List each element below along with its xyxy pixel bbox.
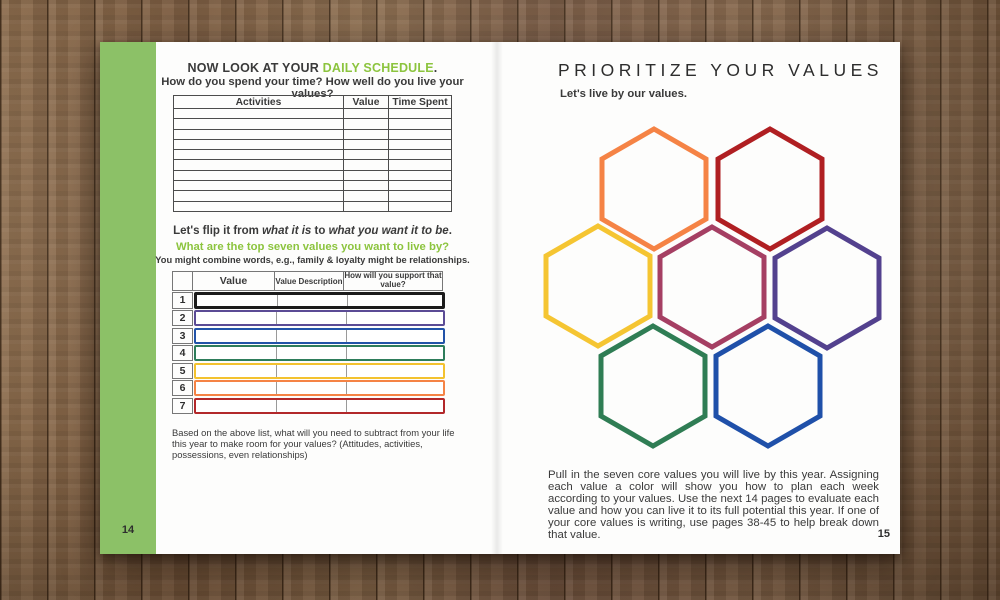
activities-empty-row — [174, 201, 452, 211]
activities-empty-row — [174, 109, 452, 119]
values-table-rows — [172, 292, 445, 414]
activities-empty-cell — [174, 150, 344, 160]
values-row-orange — [172, 380, 445, 396]
activities-empty-cell — [344, 170, 389, 180]
column-divider — [277, 295, 278, 305]
column-header-activities: Activities — [174, 96, 344, 109]
activities-empty-cell — [344, 150, 389, 160]
column-divider — [276, 312, 277, 324]
values-row-number: 3 — [172, 328, 193, 344]
book-spine-shadow — [491, 42, 503, 554]
title-highlight: DAILY SCHEDULE — [322, 61, 434, 75]
values-row-number: 2 — [172, 310, 193, 326]
left-page-green-sidebar — [100, 42, 156, 554]
flip-part3: . — [448, 225, 452, 237]
values-row-number: 1 — [172, 292, 193, 308]
values-row-red — [172, 398, 445, 414]
activities-empty-cell — [389, 201, 452, 211]
activities-table-body — [174, 109, 452, 212]
column-divider — [346, 365, 347, 377]
prioritize-values-title: PRIORITIZE YOUR VALUES — [558, 60, 883, 80]
values-row-blue — [172, 328, 445, 344]
hexagon-yellow — [543, 223, 653, 349]
values-row-number: 4 — [172, 345, 193, 361]
activities-empty-cell — [389, 119, 452, 129]
values-row-outline-green — [194, 345, 445, 361]
activities-empty-cell — [389, 129, 452, 139]
column-header-row-number — [172, 271, 193, 291]
activities-header-row — [174, 96, 452, 109]
column-divider — [346, 312, 347, 324]
column-divider — [276, 347, 277, 359]
values-row-purple — [172, 310, 445, 326]
column-divider — [276, 330, 277, 342]
values-row-yellow — [172, 363, 445, 379]
daily-schedule-subtitle: How do you spend your time? How well do you live your values? — [161, 76, 464, 100]
subtract-question: Based on the above list, what will you need to subtract from your life this year to make room for your values? (Attitudes, activities, possessions, even relationships) — [172, 427, 455, 460]
values-row-outline-yellow — [194, 363, 445, 379]
column-header-time-spent: Time Spent — [389, 96, 452, 109]
activities-empty-cell — [174, 109, 344, 119]
values-row-green — [172, 345, 445, 361]
activities-empty-cell — [389, 150, 452, 160]
hexagon-maroon — [657, 224, 767, 350]
values-row-number: 5 — [172, 363, 193, 379]
activities-empty-cell — [389, 181, 452, 191]
column-divider — [346, 330, 347, 342]
activities-empty-cell — [174, 170, 344, 180]
activities-empty-row — [174, 181, 452, 191]
activities-empty-row — [174, 139, 452, 149]
hexagon-green — [598, 323, 708, 449]
book-spread — [100, 42, 900, 554]
values-row-outline-black — [194, 292, 445, 308]
activities-empty-cell — [174, 201, 344, 211]
activities-empty-row — [174, 191, 452, 201]
column-header-value-description: Value Description — [274, 271, 344, 291]
live-by-values-subtitle: Let's live by our values. — [560, 88, 688, 100]
column-header-value: Value — [344, 96, 389, 109]
activities-empty-cell — [389, 139, 452, 149]
activities-empty-cell — [344, 139, 389, 149]
hexagon-orange — [599, 126, 709, 252]
values-row-outline-orange — [194, 380, 445, 396]
activities-empty-row — [174, 150, 452, 160]
activities-empty-cell — [389, 160, 452, 170]
activities-table — [173, 95, 452, 212]
activities-empty-cell — [389, 191, 452, 201]
title-suffix: . — [433, 61, 438, 75]
hexagon-outline-blue — [716, 326, 820, 446]
activities-empty-cell — [344, 109, 389, 119]
values-table — [172, 271, 445, 414]
activities-empty-cell — [174, 181, 344, 191]
values-row-outline-red — [194, 398, 445, 414]
hexagon-outline-maroon — [660, 227, 764, 347]
hexagon-outline-green — [601, 326, 705, 446]
activities-empty-cell — [344, 129, 389, 139]
activities-empty-cell — [174, 139, 344, 149]
core-values-paragraph: Pull in the seven core values you will live by this year. Assigning each value a color will show you how to plan each week according to your values. Use the next 14 pages to evaluate each value and how you can live it to its full potential this year. If one of your core values is writing, use pages 38-45 to help break down that value. — [548, 469, 879, 541]
column-header-value-name: Value — [192, 271, 275, 291]
activities-empty-cell — [389, 109, 452, 119]
column-divider — [276, 365, 277, 377]
column-divider — [346, 400, 347, 412]
values-row-number: 6 — [172, 380, 193, 396]
top-seven-values-question: What are the top seven values you want to live by? — [175, 241, 450, 253]
column-divider — [346, 382, 347, 394]
column-divider — [276, 382, 277, 394]
activities-empty-cell — [174, 160, 344, 170]
hexagon-red — [715, 126, 825, 252]
activities-empty-row — [174, 170, 452, 180]
flip-line — [140, 225, 485, 237]
values-row-outline-blue — [194, 328, 445, 344]
title-prefix: NOW LOOK AT YOUR — [187, 61, 323, 75]
activities-empty-cell — [344, 201, 389, 211]
values-row-number: 7 — [172, 398, 193, 414]
activities-empty-cell — [389, 170, 452, 180]
column-divider — [347, 295, 348, 305]
hexagon-outline-red — [718, 129, 822, 249]
values-table-header — [172, 271, 445, 291]
hexagon-outline-purple — [775, 228, 879, 348]
activities-empty-row — [174, 129, 452, 139]
activities-empty-cell — [174, 119, 344, 129]
activities-empty-cell — [174, 191, 344, 201]
column-header-support: How will you support that value? — [344, 271, 442, 289]
flip-part1: Let's flip it from — [173, 225, 263, 237]
flip-italic2: what you want it to be — [328, 225, 449, 237]
activities-empty-cell — [344, 191, 389, 201]
hexagon-purple — [772, 225, 882, 351]
activities-empty-row — [174, 160, 452, 170]
values-row-outline-purple — [194, 310, 445, 326]
flip-part2: to — [311, 225, 329, 237]
page-number-left: 14 — [121, 524, 135, 536]
flip-italic1: what it is — [262, 225, 312, 237]
hexagon-outline-orange — [602, 129, 706, 249]
activities-empty-cell — [174, 129, 344, 139]
page-number-right: 15 — [877, 528, 890, 540]
activities-empty-row — [174, 119, 452, 129]
combine-words-hint: You might combine words, e.g., family & loyalty might be relationships. — [155, 255, 470, 265]
values-row-black — [172, 292, 445, 308]
activities-empty-cell — [344, 119, 389, 129]
daily-schedule-title — [155, 61, 470, 75]
column-divider — [346, 347, 347, 359]
activities-empty-cell — [344, 160, 389, 170]
column-divider — [276, 400, 277, 412]
hexagon-outline-yellow — [546, 226, 650, 346]
activities-empty-cell — [344, 181, 389, 191]
hexagon-blue — [713, 323, 823, 449]
